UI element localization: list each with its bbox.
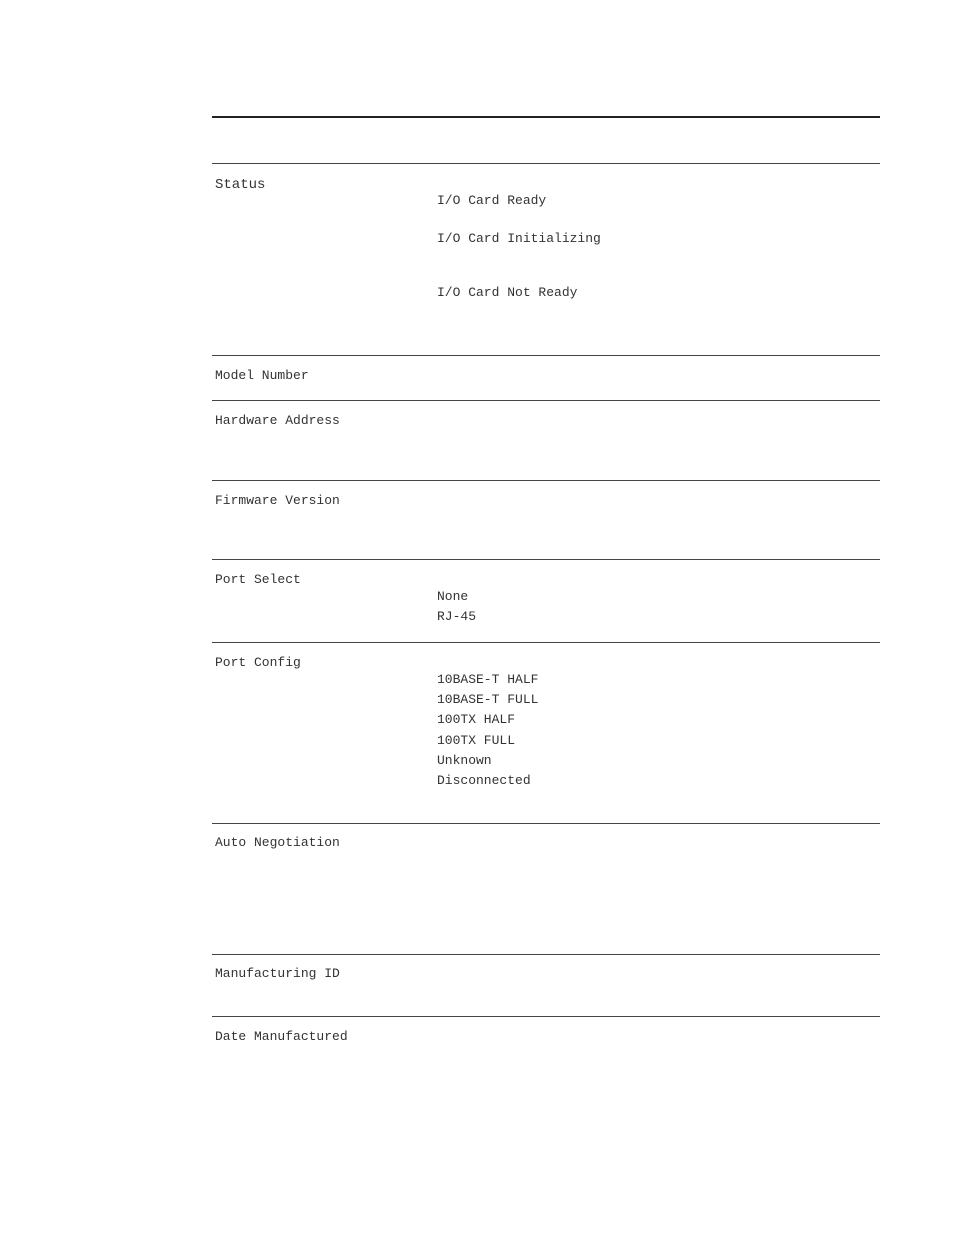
port-config-value-100tx-full: 100TX FULL <box>437 733 516 748</box>
row-divider <box>212 642 880 643</box>
status-value-ready: I/O Card Ready <box>437 193 547 208</box>
status-value-initializing: I/O Card Initializing <box>437 231 601 246</box>
table-top-border <box>212 116 880 118</box>
port-config-label: Port Config <box>215 655 301 670</box>
row-divider <box>212 480 880 481</box>
row-divider <box>212 823 880 824</box>
date-manufactured-label: Date Manufactured <box>215 1029 348 1044</box>
status-value-not-ready: I/O Card Not Ready <box>437 285 578 300</box>
firmware-version-label: Firmware Version <box>215 493 340 508</box>
port-config-value-100tx-half: 100TX HALF <box>437 712 516 727</box>
row-divider <box>212 1016 880 1017</box>
row-divider <box>212 559 880 560</box>
row-divider <box>212 954 880 955</box>
model-number-label: Model Number <box>215 368 309 383</box>
table-header-divider <box>212 163 880 164</box>
status-label: Status <box>215 177 266 193</box>
port-select-value-none: None <box>437 589 469 604</box>
port-config-value-unknown: Unknown <box>437 753 492 768</box>
port-config-value-10baset-full: 10BASE-T FULL <box>437 692 539 707</box>
port-select-label: Port Select <box>215 572 301 587</box>
hardware-address-label: Hardware Address <box>215 413 340 428</box>
manufacturing-id-label: Manufacturing ID <box>215 966 340 981</box>
row-divider <box>212 355 880 356</box>
auto-negotiation-label: Auto Negotiation <box>215 835 340 850</box>
port-select-value-rj45: RJ-45 <box>437 609 477 624</box>
port-config-value-10baset-half: 10BASE-T HALF <box>437 672 539 687</box>
port-config-value-disconnected: Disconnected <box>437 773 531 788</box>
row-divider <box>212 400 880 401</box>
